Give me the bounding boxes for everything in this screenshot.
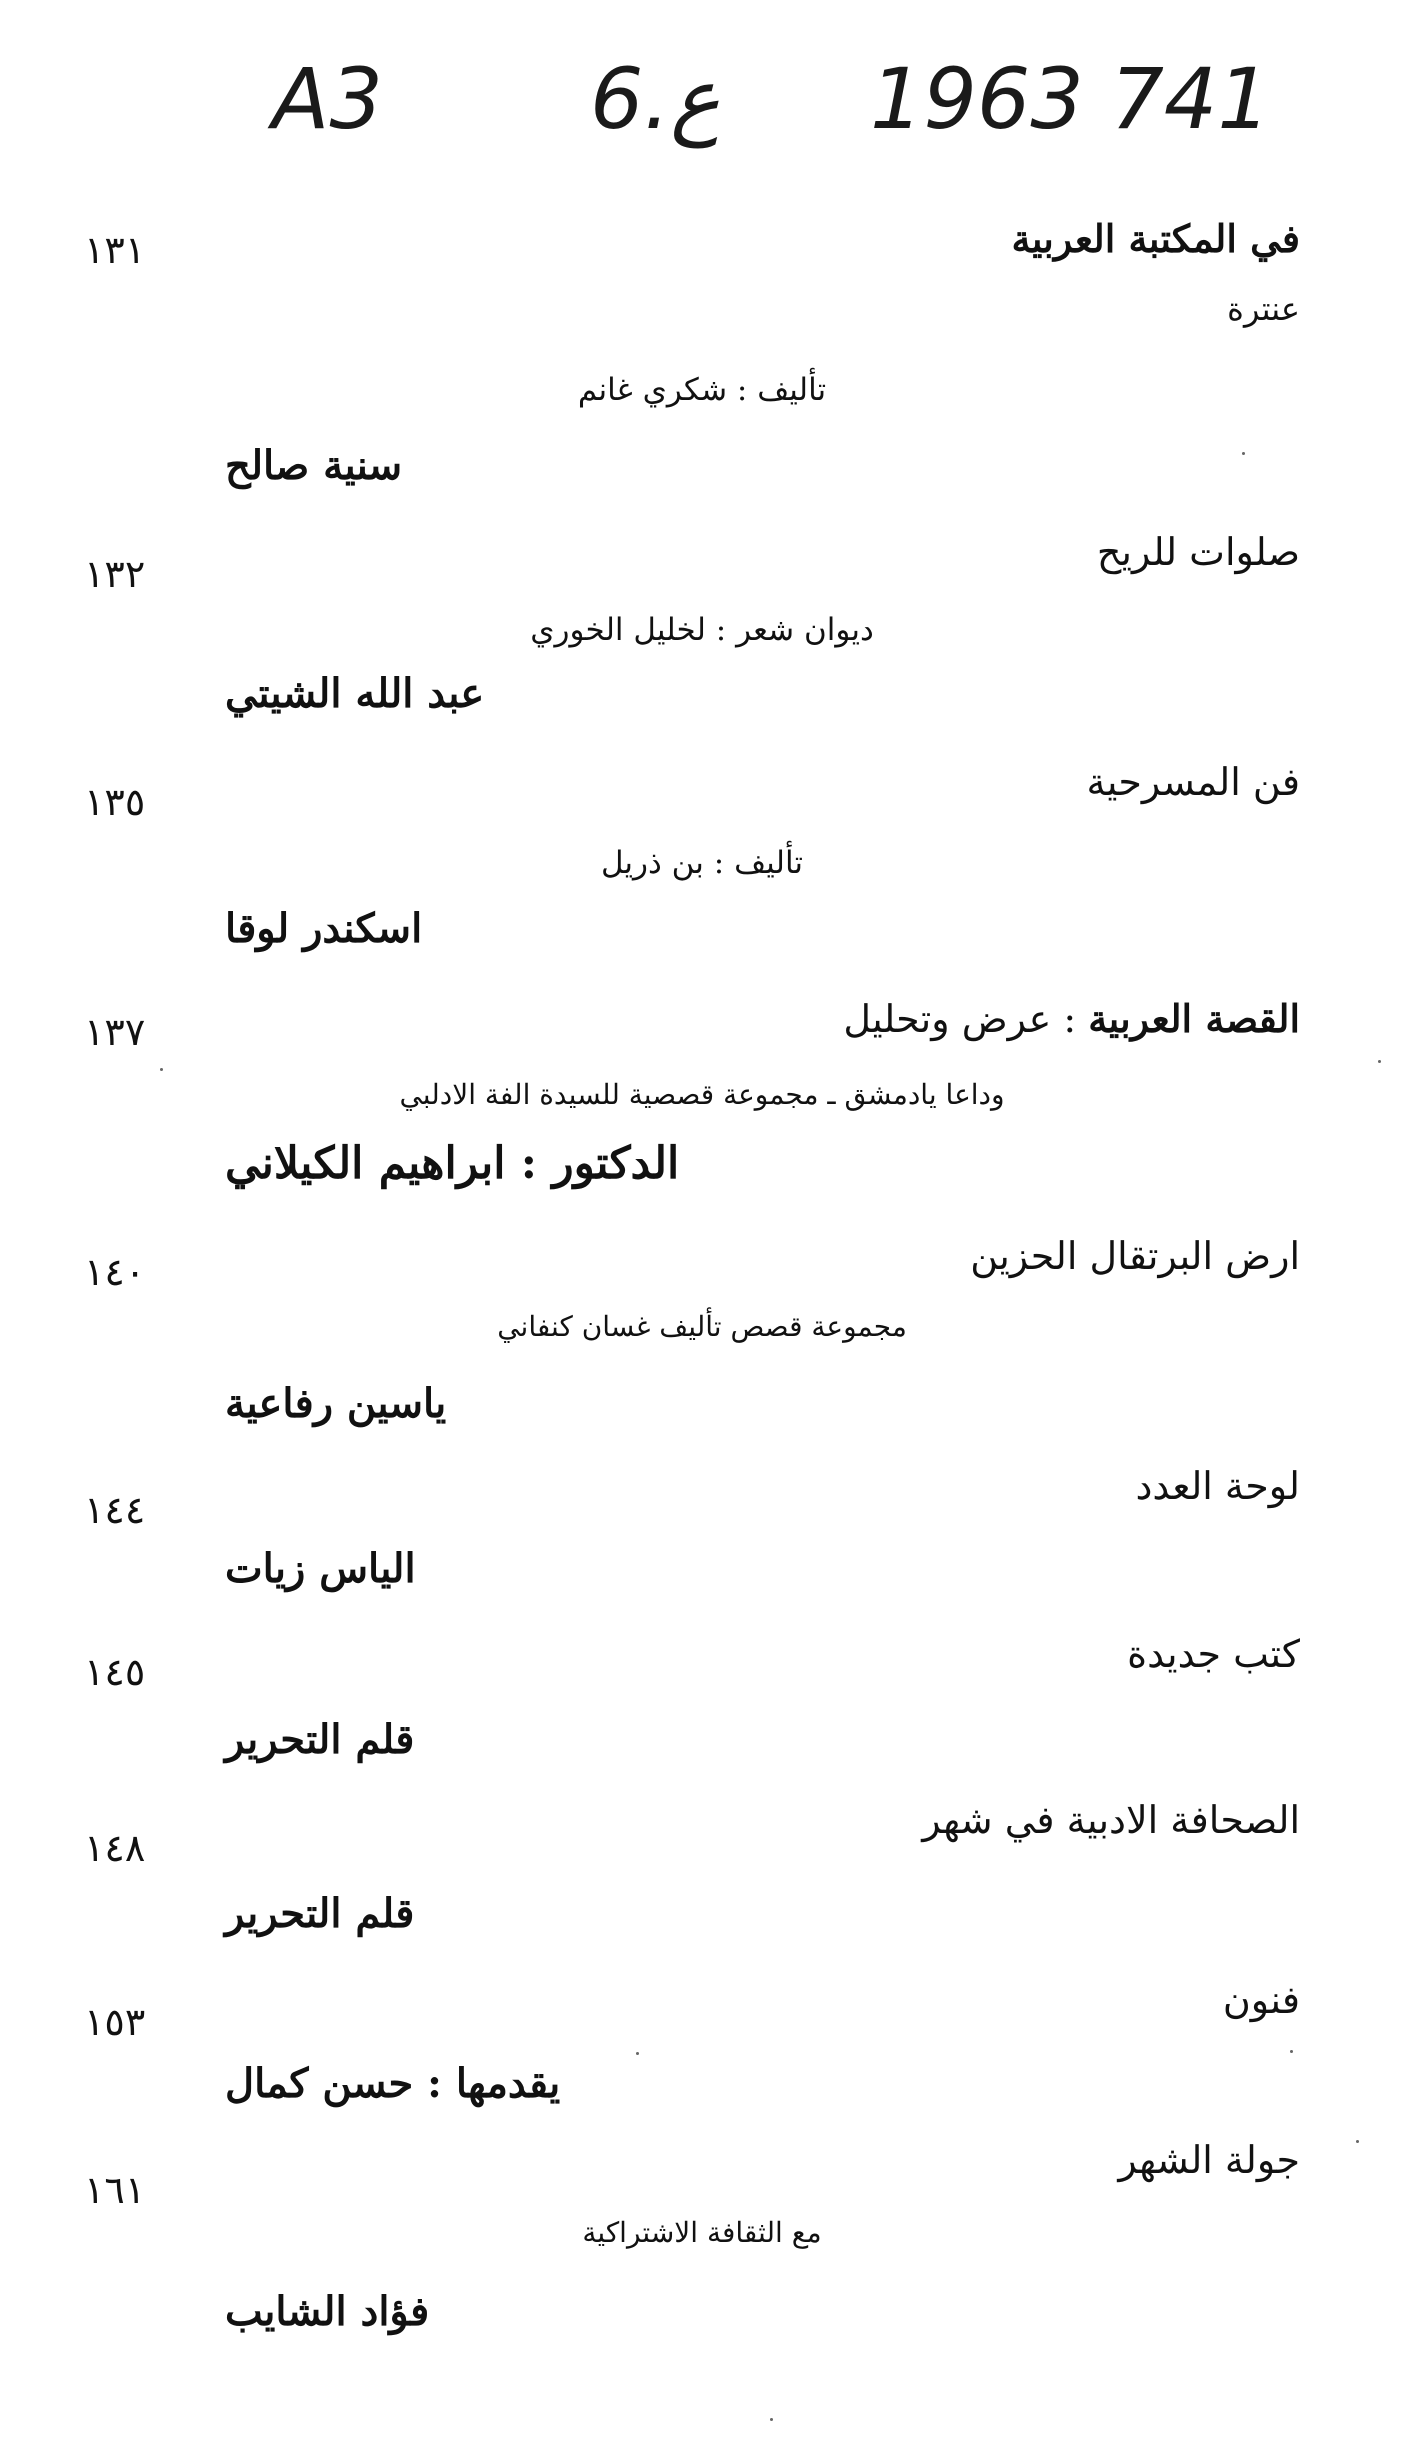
entry-author: اسكندر لوقا (225, 905, 423, 952)
entry-title: ارض البرتقال الحزين (970, 1234, 1300, 1278)
handwritten-mark-a3: A3 (272, 50, 383, 148)
entry-author-row (225, 442, 1225, 489)
entry-detail: تأليف : بن ذريل (600, 845, 804, 881)
entry-author-row (225, 1890, 1225, 1937)
entry-title: لوحة العدد (1135, 1464, 1300, 1508)
page-number: ١٤٥ (84, 1650, 146, 1694)
entry-detail: وداعا يادمشق ـ مجموعة قصصية للسيدة الفة الادلبي (399, 1078, 1005, 1111)
page-number: ١٤٤ (84, 1488, 146, 1532)
entry-author-row (225, 1138, 1225, 1189)
entry-title: صلوات للريح (1096, 530, 1300, 574)
entry-author: قلم التحرير (225, 1890, 415, 1937)
entry-author-row (225, 1716, 1225, 1763)
page-number: ١٣٥ (84, 780, 146, 824)
entry-detail: تأليف : شكري غانم (577, 372, 827, 408)
entry-author: عبد الله الشيتي (225, 670, 485, 717)
entry-author-row (225, 2288, 1225, 2335)
entry-author: يقدمها : حسن كمال (225, 2060, 561, 2107)
page-number: ١٣١ (84, 228, 146, 272)
page-number: ١٦١ (84, 2168, 146, 2212)
scan-speck (636, 2052, 639, 2055)
entry-detail: مع الثقافة الاشتراكية (582, 2216, 822, 2249)
entry-author: الدكتور : ابراهيم الكيلاني (225, 1138, 680, 1189)
scan-speck (1356, 2140, 1359, 2143)
entry-author-row (225, 2060, 1225, 2107)
entry-title: فنون (1222, 1978, 1300, 2022)
scan-speck (1378, 1060, 1381, 1063)
entry-title: جولة الشهر (1118, 2138, 1300, 2182)
page-number: ١٣٧ (84, 1010, 146, 1054)
entry-title-rest: : عرض وتحليل (843, 997, 1089, 1041)
handwritten-mark-issue: 6.ع (590, 50, 721, 148)
entry-author: ياسين رفاعية (225, 1380, 447, 1427)
entry-author-row (225, 1545, 1225, 1592)
entry-author: الياس زيات (225, 1545, 416, 1592)
entry-title (843, 996, 1300, 1041)
section-title: في المكتبة العربية (1011, 216, 1300, 261)
page-number: ١٥٣ (84, 2000, 146, 2044)
scan-speck (160, 1068, 163, 1071)
scan-speck (1290, 2050, 1293, 2053)
entry-title: فن المسرحية (1086, 760, 1300, 804)
entry-subtitle: عنترة (1227, 290, 1300, 328)
scan-speck (770, 2418, 773, 2421)
scan-speck (1242, 452, 1245, 455)
entry-author: فؤاد الشايب (225, 2288, 430, 2335)
page-number: ١٣٢ (84, 552, 146, 596)
entry-detail: ديوان شعر : لخليل الخوري (530, 612, 874, 648)
handwritten-mark-year: 1963 741 (870, 50, 1271, 148)
entry-author-row (225, 905, 1225, 952)
entry-author-row (225, 670, 1225, 717)
entry-author: سنية صالح (225, 442, 403, 489)
page-number: ١٤٠ (84, 1250, 146, 1294)
entry-detail: مجموعة قصص تأليف غسان كنفاني (497, 1310, 907, 1343)
page-number: ١٤٨ (84, 1826, 146, 1870)
entry-title-bold: القصة العربية (1088, 996, 1300, 1041)
entry-title: الصحافة الادبية في شهر (922, 1798, 1300, 1842)
entry-author: قلم التحرير (225, 1716, 415, 1763)
entry-author-row (225, 1380, 1225, 1427)
entry-title: كتب جديدة (1127, 1632, 1300, 1676)
